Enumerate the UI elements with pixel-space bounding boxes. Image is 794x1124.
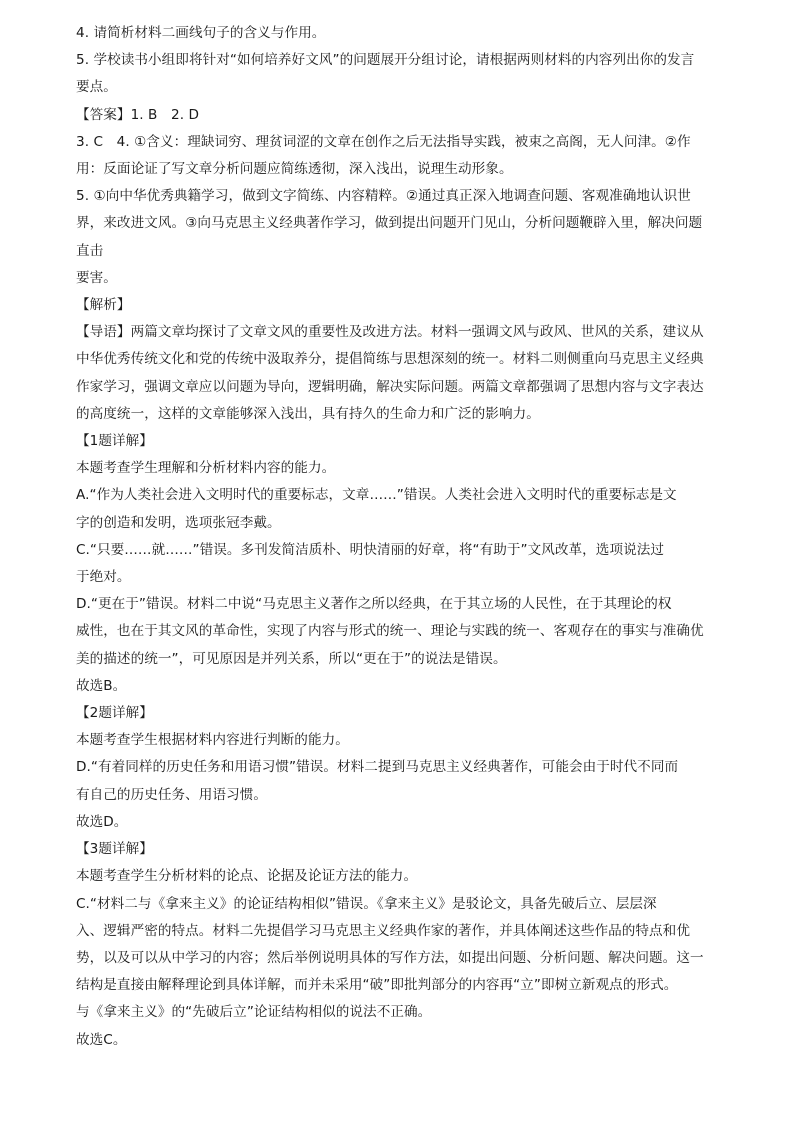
q1-option-d-line-3: 美的描述的统一”，可见原因是并列关系，所以“更在于”的说法是错误。 [76,650,507,667]
q3-conclusion: 故选C。 [76,1031,127,1048]
answer-5-line-2: 界，来改进文风。③向马克思主义经典著作学习，做到提出问题开门见山，分析问题鞭辟入里，解决问题 [76,215,703,232]
q2-option-d-line-1: D.“有着同样的历史任务和用语习惯”错误。材料二提到马克思主义经典著作，可能会由于时代不同而 [76,759,679,776]
q1-option-d-line-2: 威性，也在于其文风的革命性，实现了内容与形式的统一、理论与实践的统一、客观存在的事实与准确优 [76,623,704,640]
q3-option-c-line-5: 与《拿来主义》的“先破后立”论证结构相似的说法不正确。 [76,1004,432,1021]
q3-option-c-line-4: 结构是直接由解释理论到具体详解，而并未采用“破”即批判部分的内容再“立”即树立新观点的形式。 [76,977,678,994]
guide-paragraph-line-4: 的高度统一，这样的文章能够深入浅出，具有持久的生命力和广泛的影响力。 [76,405,540,422]
q1-intro: 本题考查学生理解和分析材料内容的能力。 [76,460,336,477]
q2-intro: 本题考查学生根据材料内容进行判断的能力。 [76,732,349,749]
q3-intro: 本题考查学生分析材料的论点、论据及论证方法的能力。 [76,868,418,885]
answer-5-line-3: 直击 [76,242,104,259]
guide-paragraph-line-1: 【导语】两篇文章均探讨了文章文风的重要性及改进方法。材料一强调文风与政风、世风的关系，建议从 [76,324,704,341]
q1-detail-heading: 【1题详解】 [76,433,153,450]
q2-detail-heading: 【2题详解】 [76,705,153,722]
document-page [76,20,736,1054]
q3-option-c-line-1: C.“材料二与《拿来主义》的论证结构相似”错误。《拿来主义》是驳论文，具备先破后立、层层深 [76,895,657,912]
q1-conclusion: 故选B。 [76,677,127,694]
question-5-text-line-1: 5. 学校读书小组即将针对“如何培养好文风”的问题展开分组讨论，请根据两则材料的内容列出你的发言 [76,52,695,69]
answer-5-line-1: 5. ①向中华优秀典籍学习，做到文字简练、内容精粹。②通过真正深入地调查问题、客观准确地认识世 [76,188,691,205]
q1-option-c-line-2: 于绝对。 [76,569,131,586]
answer-3-4-line-2: 用：反面论证了写文章分析问题应简练透彻，深入浅出，说理生动形象。 [76,161,513,178]
q1-option-a-line-1: A.“作为人类社会进入文明时代的重要标志，文章……”错误。人类社会进入文明时代的重要标志是文 [76,487,677,504]
q3-option-c-line-2: 入、逻辑严密的特点。材料二先提倡学习马克思主义经典作家的著作，并具体阐述这些作品的特点和优 [76,922,690,939]
answer-heading: 【答案】1. B 2. D [76,106,199,123]
guide-paragraph-line-2: 中华优秀传统文化和党的传统中汲取养分，提倡简练与思想深刻的统一。材料二则侧重向马克思主义经典 [76,351,704,368]
q3-detail-heading: 【3题详解】 [76,841,153,858]
question-5-text-line-2: 要点。 [76,79,117,96]
answer-3-4-line-1: 3. C 4. ①含义：理缺词穷、理贫词涩的文章在创作之后无法指导实践，被束之高阁，无人问津。②作 [76,133,691,150]
q1-option-c-line-1: C.“只要……就……”错误。多刊发简洁质朴、明快清丽的好章，将“有助于”文风改革，选项说法过 [76,541,665,558]
q1-option-d-line-1: D.“更在于”错误。材料二中说“马克思主义著作之所以经典，在于其立场的人民性，在于其理论的权 [76,596,672,613]
guide-paragraph-line-3: 作家学习，强调文章应以问题为导向，逻辑明确，解决实际问题。两篇文章都强调了思想内容与文字表达 [76,378,704,395]
q2-option-d-line-2: 有自己的历史任务、用语习惯。 [76,786,268,803]
analysis-heading: 【解析】 [76,297,131,314]
answer-5-line-4: 要害。 [76,269,117,286]
question-4-text: 4. 请简析材料二画线句子的含义与作用。 [76,25,326,41]
q2-conclusion: 故选D。 [76,813,128,830]
q1-option-a-line-2: 字的创造和发明，选项张冠李戴。 [76,514,281,531]
q3-option-c-line-3: 势，以及可以从中学习的内容；然后举例说明具体的写作方法，如提出问题、分析问题、解决问题。这一 [76,949,704,966]
